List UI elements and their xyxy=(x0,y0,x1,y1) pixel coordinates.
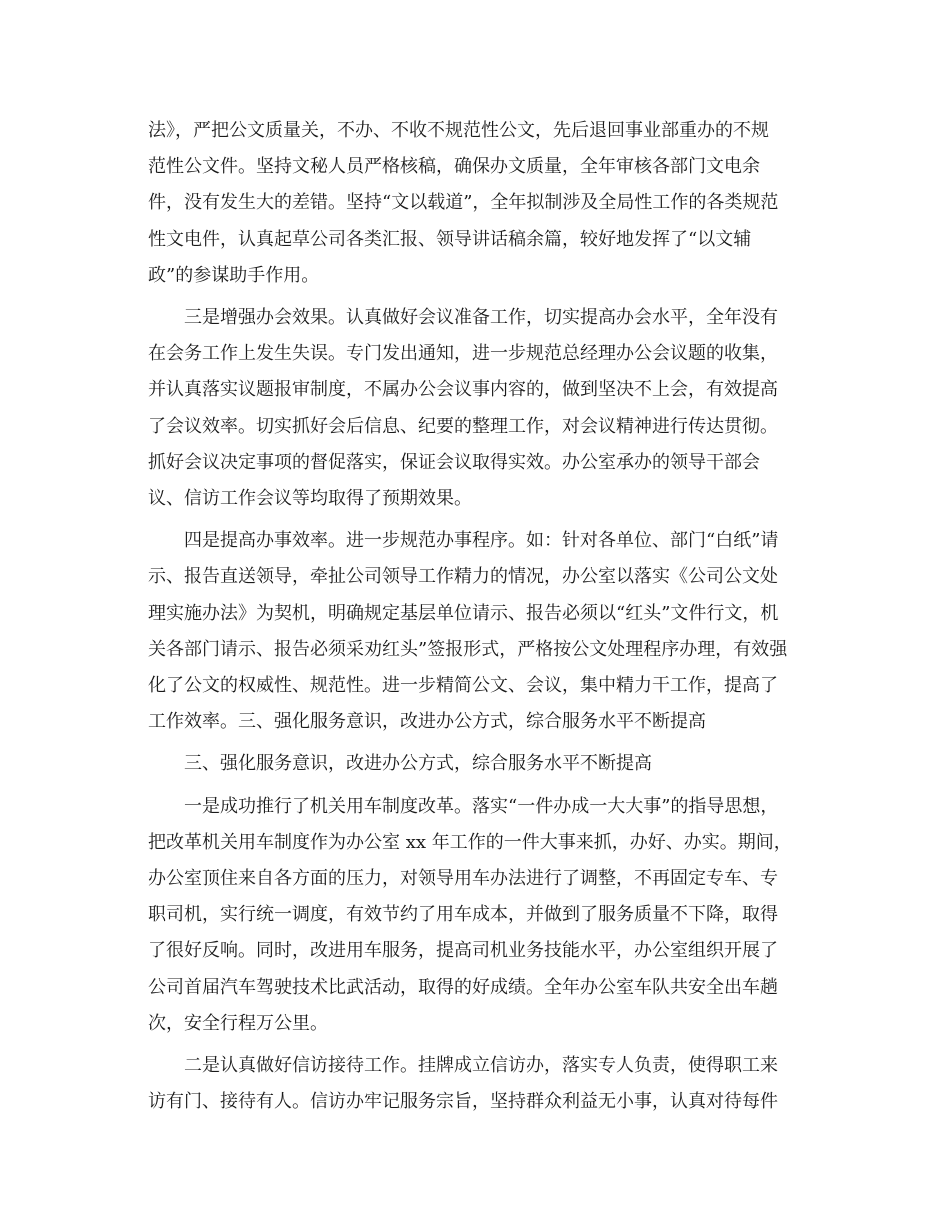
document-body xyxy=(148,113,808,1126)
text-line: 政”的参谋助手作用。 xyxy=(148,264,320,286)
paragraph xyxy=(148,789,808,1042)
text-line: 范性公文件。坚持文秘人员严格核稿，确保办文质量，全年审核各部门文电余 xyxy=(148,156,760,178)
text-line: 把改革机关用车制度作为办公室 xx 年工作的一件大事来抓，办好、办实。期间， xyxy=(148,831,792,853)
paragraph xyxy=(148,523,808,740)
text-line: 了会议效率。切实抓好会后信息、纪要的整理工作，对会议精神进行传达贯彻。 xyxy=(148,415,778,437)
text-line: 办公室顶住来自各方面的压力，对领导用车办法进行了调整，不再固定专车、专 xyxy=(148,868,778,890)
text-line: 关各部门请示、报告必须采劝红头”签报形式，严格按公文处理程序办理，有效强 xyxy=(148,638,788,660)
text-line: 次，安全行程万公里。 xyxy=(148,1012,328,1034)
text-line: 法》，严把公文质量关，不办、不收不规范性公文，先后退回事业部重办的不规 xyxy=(148,120,769,141)
paragraph xyxy=(148,746,808,782)
text-line: 议、信访工作会议等均取得了预期效果。 xyxy=(148,488,472,510)
text-line: 抓好会议决定事项的督促落实，保证会议取得实效。办公室承办的领导干部会 xyxy=(148,451,760,473)
text-line: 并认真落实议题报审制度，不属办公会议事内容的，做到坚决不上会，有效提高 xyxy=(148,379,778,401)
text-line: 了很好反响。同时，改进用车服务，提高司机业务技能水平，办公室组织开展了 xyxy=(148,940,778,962)
paragraph xyxy=(148,1048,808,1120)
text-line: 工作效率。三、强化服务意识，改进办公方式，综合服务水平不断提高 xyxy=(148,711,706,733)
paragraph xyxy=(148,113,808,294)
paragraph xyxy=(148,300,808,517)
text-line: 四是提高办事效率。进一步规范办事程序。如：针对各单位、部门“白纸”请 xyxy=(184,530,779,552)
text-line: 性文电件，认真起草公司各类汇报、领导讲话稿余篇，较好地发挥了“以文辅 xyxy=(148,228,752,250)
text-line: 二是认真做好信访接待工作。挂牌成立信访办，落实专人负责，使得职工来 xyxy=(184,1055,778,1077)
text-line: 职司机，实行统一调度，有效节约了用车成本，并做到了服务质量不下降，取得 xyxy=(148,904,778,926)
text-line: 三、强化服务意识，改进办公方式，综合服务水平不断提高 xyxy=(184,753,652,775)
text-line: 三是增强办会效果。认真做好会议准备工作，切实提高办会水平，全年没有 xyxy=(184,307,778,329)
text-line: 在会务工作上发生失误。专门发出通知，进一步规范总经理办公会议题的收集， xyxy=(148,343,778,365)
text-line: 公司首届汽车驾驶技术比武活动，取得的好成绩。全年办公室车队共安全出车趟 xyxy=(148,976,778,998)
text-line: 化了公文的权威性、规范性。进一步精简公文、会议，集中精力干工作，提高了 xyxy=(148,675,778,697)
text-line: 件，没有发生大的差错。坚持“文以载道”，全年拟制涉及全局性工作的各类规范 xyxy=(148,192,779,214)
text-line: 访有门、接待有人。信访办牢记服务宗旨，坚持群众利益无小事，认真对待每件 xyxy=(148,1091,778,1113)
text-line: 示、报告直送领导，牵扯公司领导工作精力的情况，办公室以落实《公司公文处 xyxy=(148,566,778,588)
text-line: 理实施办法》为契机，明确规定基层单位请示、报告必须以“红头”文件行文，机 xyxy=(148,602,779,624)
text-line: 一是成功推行了机关用车制度改革。落实“一件办成一大大事”的指导思想， xyxy=(184,795,779,817)
